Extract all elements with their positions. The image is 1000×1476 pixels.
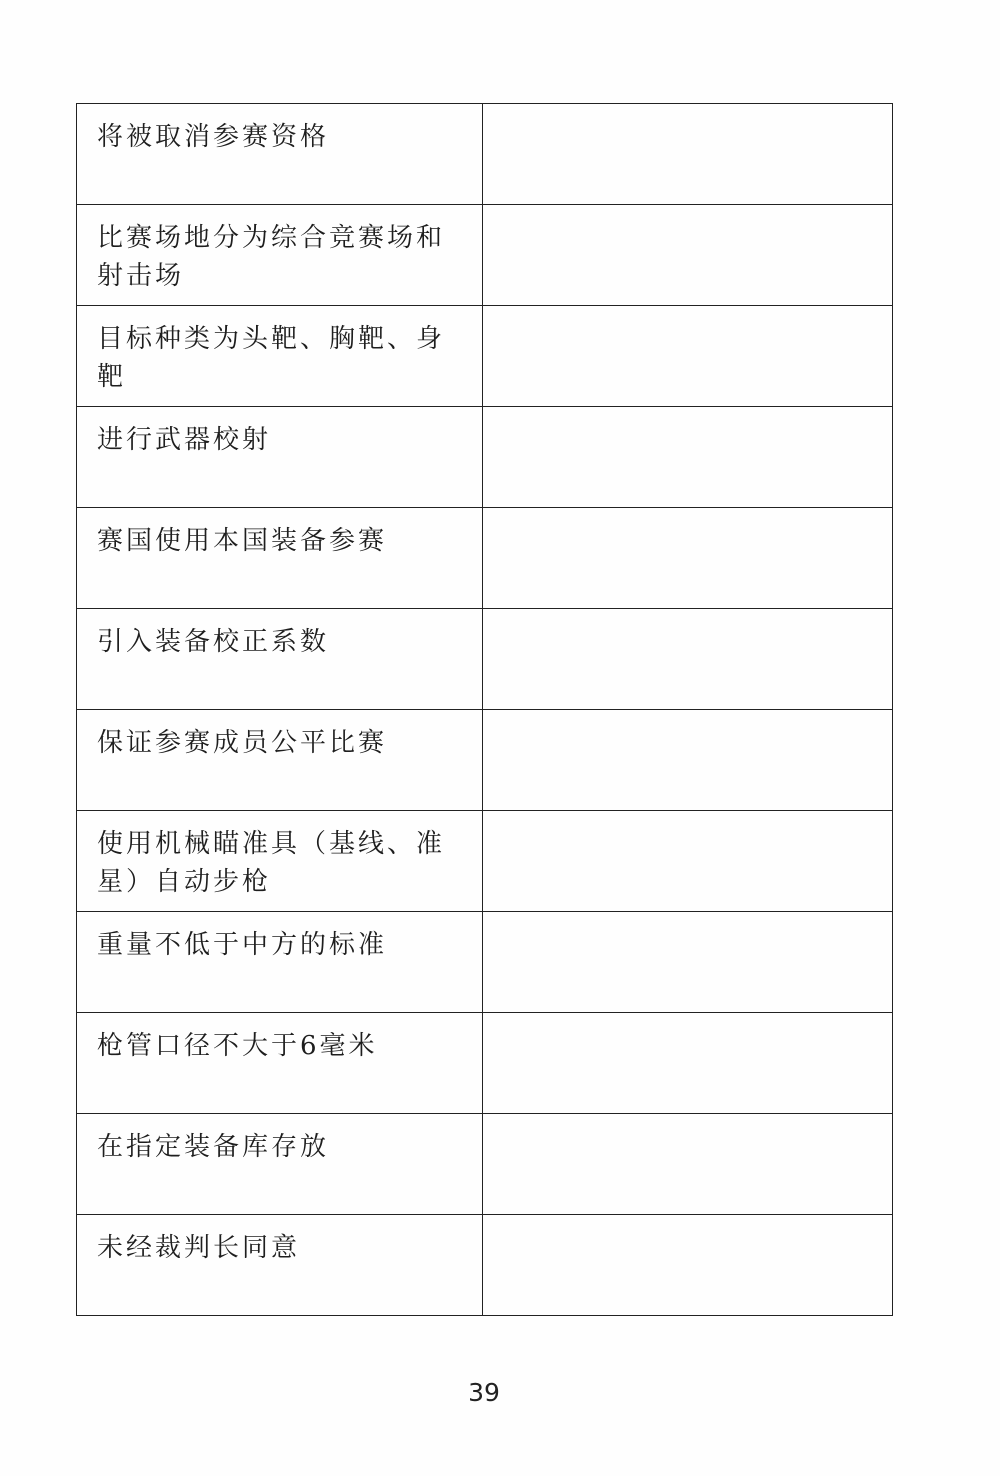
answer-cell — [483, 1013, 893, 1114]
table-row — [77, 306, 893, 407]
phrase-text: 在指定装备库存放 — [97, 1132, 330, 1162]
phrase-text: 引入装备校正系数 — [97, 627, 330, 657]
answer-cell — [483, 508, 893, 609]
answer-cell — [483, 407, 893, 508]
phrase-cell — [77, 1013, 483, 1114]
answer-text — [483, 912, 892, 926]
table-row — [77, 609, 893, 710]
answer-text — [483, 1215, 892, 1229]
phrase-cell — [77, 1114, 483, 1215]
answer-text — [483, 710, 892, 724]
answer-cell — [483, 811, 893, 912]
answer-cell — [483, 1114, 893, 1215]
answer-cell — [483, 1215, 893, 1316]
phrase-text: 比赛场地分为综合竞赛场和射击场 — [97, 223, 446, 291]
answer-cell — [483, 912, 893, 1013]
phrase-text: 使用机械瞄准具（基线、准星）自动步枪 — [97, 829, 446, 897]
phrase-cell — [77, 1215, 483, 1316]
phrase-text: 进行武器校射 — [97, 425, 272, 455]
answer-text — [483, 407, 892, 421]
table-row — [77, 1215, 893, 1316]
table-row — [77, 205, 893, 306]
phrase-text: 目标种类为头靶、胸靶、身靶 — [97, 324, 446, 392]
phrase-text: 重量不低于中方的标准 — [97, 930, 388, 960]
phrase-cell — [77, 710, 483, 811]
answer-text — [483, 104, 892, 118]
phrase-text: 保证参赛成员公平比赛 — [97, 728, 388, 758]
table-row — [77, 710, 893, 811]
answer-cell — [483, 609, 893, 710]
table-row — [77, 1114, 893, 1215]
answer-text — [483, 1013, 892, 1027]
table-row — [77, 811, 893, 912]
table-row — [77, 104, 893, 205]
matching-table — [76, 103, 893, 1316]
table-row — [77, 407, 893, 508]
answer-cell — [483, 205, 893, 306]
answer-cell — [483, 710, 893, 811]
table-row — [77, 1013, 893, 1114]
table-row — [77, 508, 893, 609]
phrase-text: 赛国使用本国装备参赛 — [97, 526, 388, 556]
answer-text — [483, 306, 892, 320]
answer-text — [483, 205, 892, 219]
answer-cell — [483, 306, 893, 407]
phrase-cell — [77, 508, 483, 609]
answer-text — [483, 508, 892, 522]
answer-text — [483, 811, 892, 825]
phrase-cell — [77, 609, 483, 710]
page-number: 39 — [468, 1378, 500, 1407]
phrase-cell — [77, 811, 483, 912]
phrase-cell — [77, 912, 483, 1013]
table-row — [77, 912, 893, 1013]
phrase-text: 将被取消参赛资格 — [97, 122, 330, 152]
answer-text — [483, 609, 892, 623]
phrase-cell — [77, 104, 483, 205]
phrase-cell — [77, 205, 483, 306]
phrase-text: 未经裁判长同意 — [97, 1233, 301, 1263]
answer-cell — [483, 104, 893, 205]
phrase-text: 枪管口径不大于6毫米 — [97, 1031, 378, 1061]
phrase-cell — [77, 306, 483, 407]
answer-text — [483, 1114, 892, 1128]
phrase-cell — [77, 407, 483, 508]
